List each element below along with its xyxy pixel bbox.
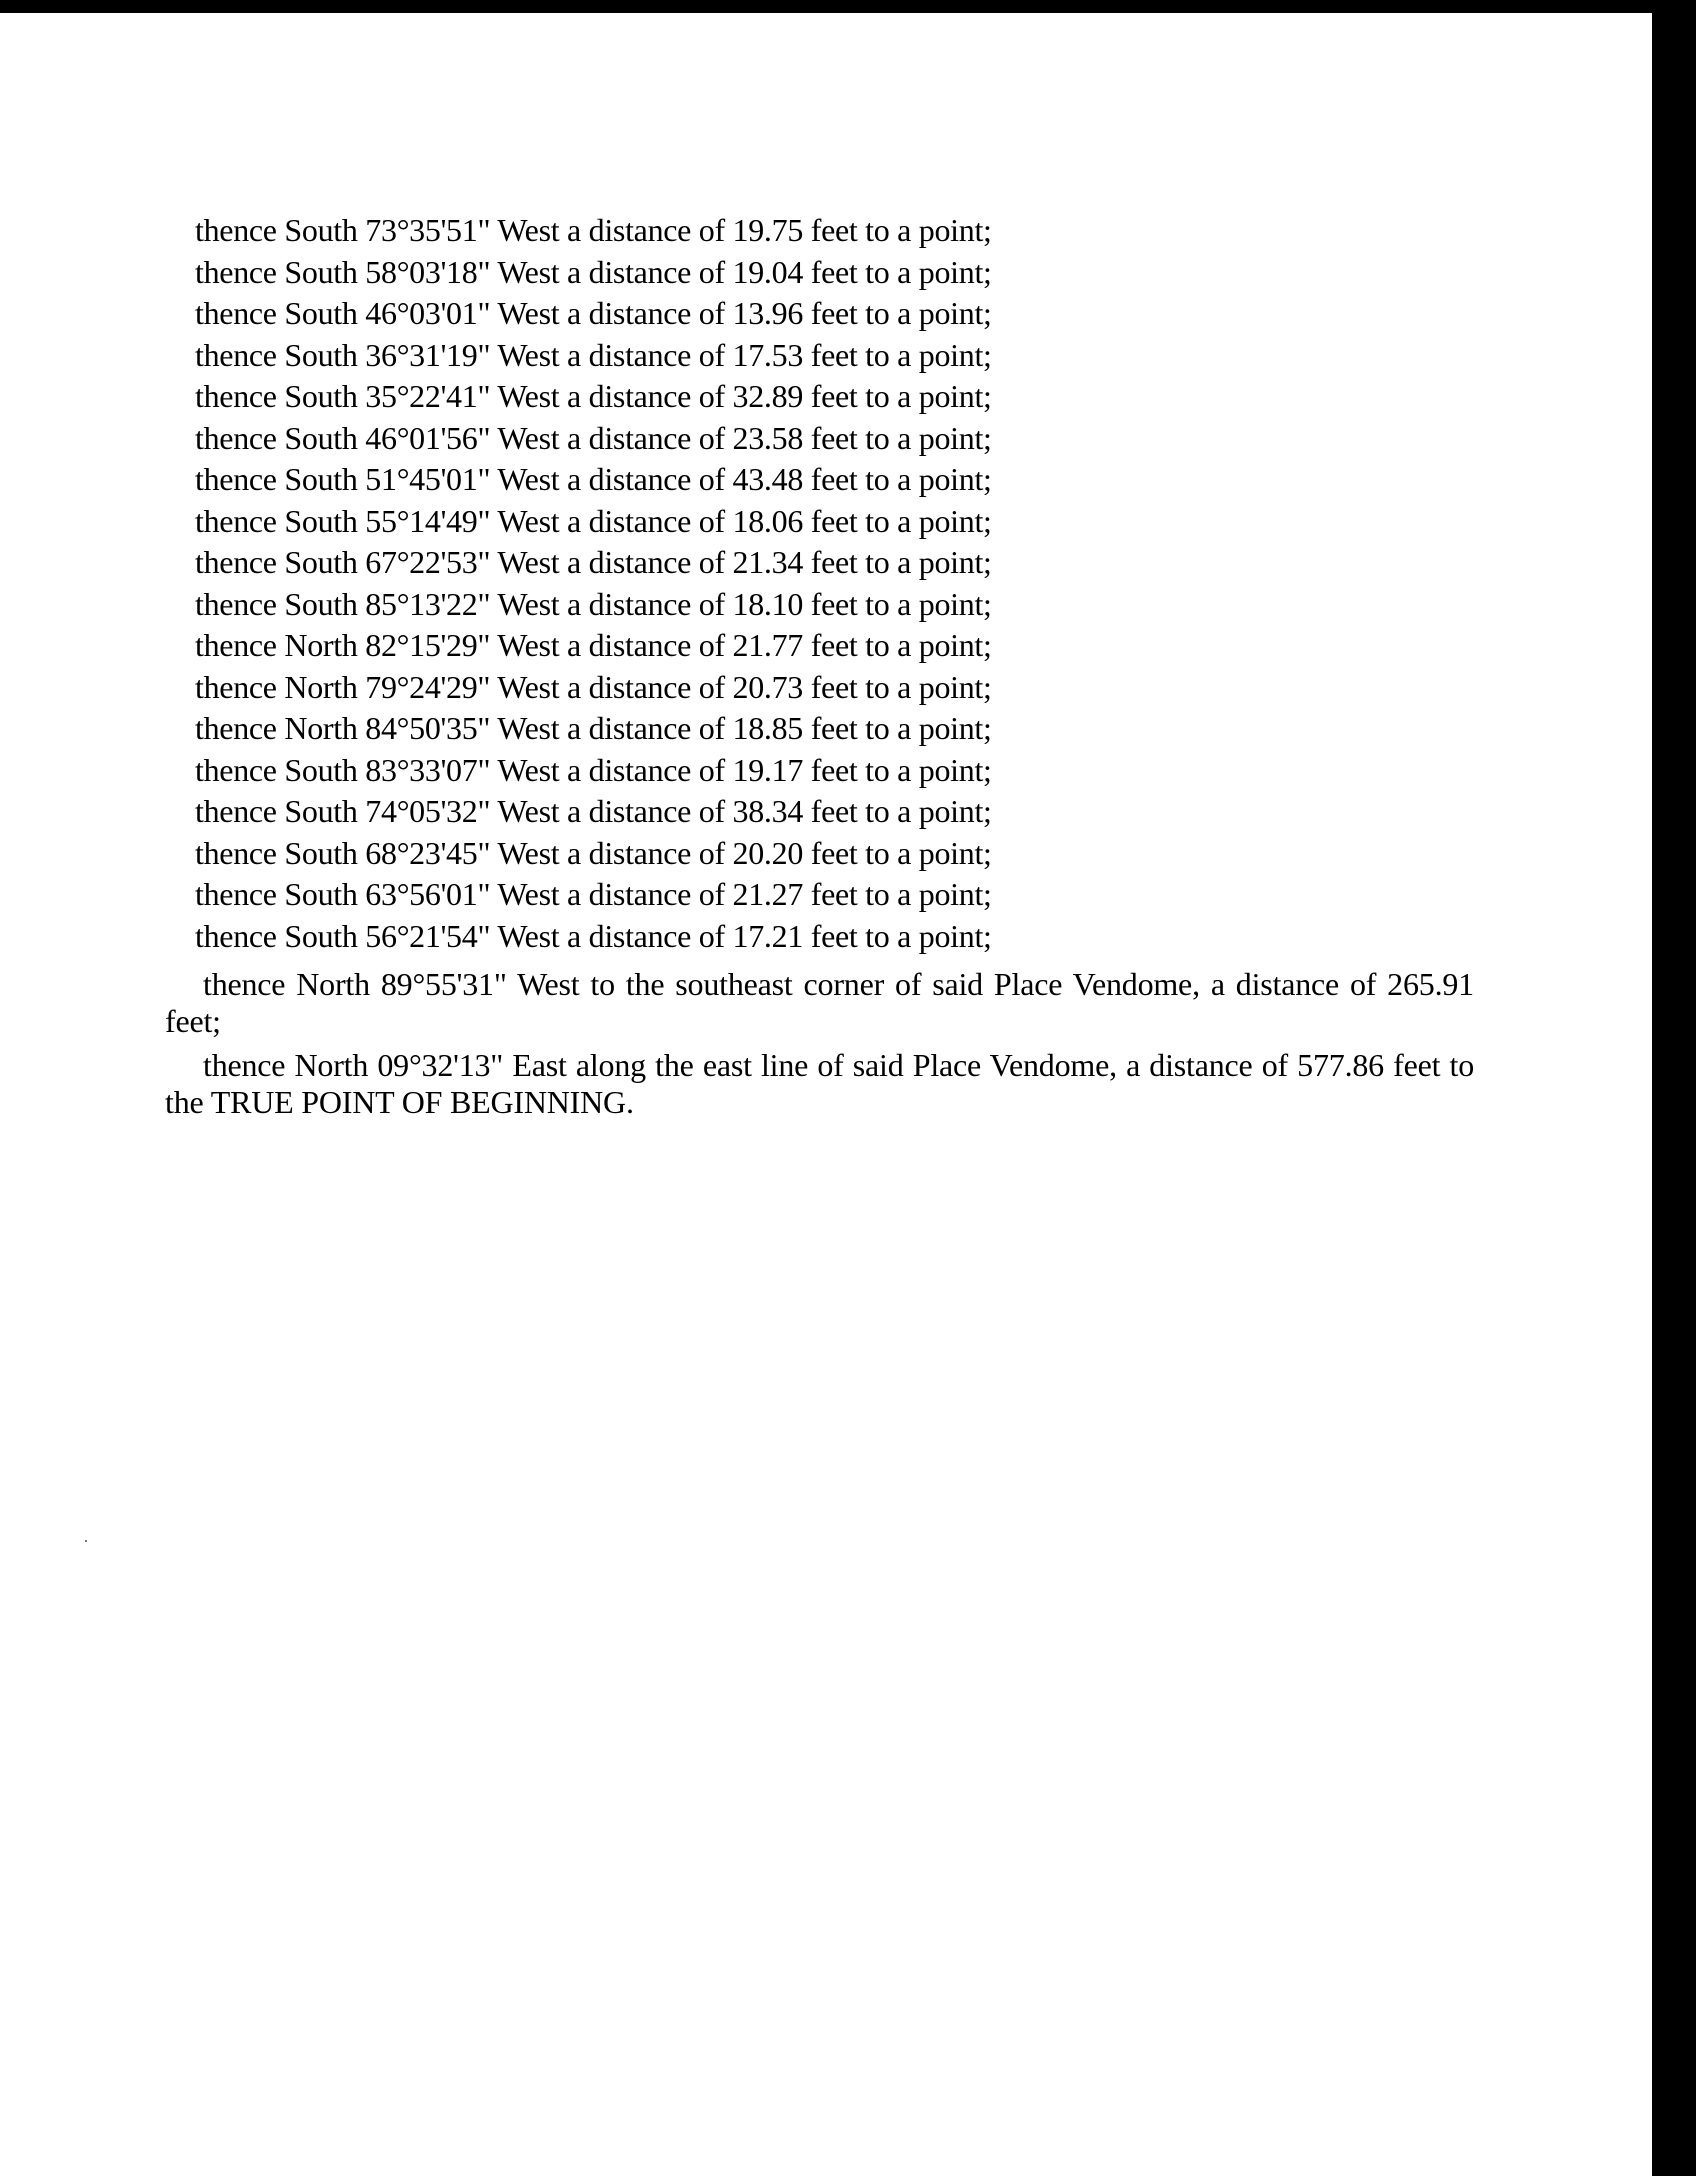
course-line: thence North 82°15'29" West a distance of 21.77 feet to a point; [195, 627, 992, 663]
course-line: thence South 46°03'01" West a distance of 13.96 feet to a point; [195, 295, 992, 331]
course-line: thence South 35°22'41" West a distance of 32.89 feet to a point; [195, 378, 992, 414]
course-line: thence South 67°22'53" West a distance of 21.34 feet to a point; [195, 544, 992, 580]
course-list [195, 210, 992, 957]
course-line: thence South 73°35'51" West a distance of 19.75 feet to a point; [195, 212, 992, 248]
course-line: thence South 56°21'54" West a distance of 17.21 feet to a point; [195, 917, 992, 954]
course-line: thence North 84°50'35" West a distance of 18.85 feet to a point; [195, 710, 992, 746]
course-line: thence South 63°56'01" West a distance of 21.27 feet to a point; [195, 876, 992, 912]
course-line: thence South 74°05'32" West a distance of 38.34 feet to a point; [195, 793, 992, 829]
course-line: thence North 79°24'29" West a distance of 20.73 feet to a point; [195, 668, 992, 705]
scan-right-border [1652, 0, 1696, 2176]
course-line: thence South 55°14'49" West a distance of 18.06 feet to a point; [195, 502, 992, 539]
course-line: thence South 83°33'07" West a distance of 19.17 feet to a point; [195, 751, 992, 788]
course-line: thence South 58°03'18" West a distance of 19.04 feet to a point; [195, 253, 992, 290]
course-line: thence South 36°31'19" West a distance of 17.53 feet to a point; [195, 336, 992, 373]
course-line: thence South 68°23'45" West a distance of 20.20 feet to a point; [195, 834, 992, 871]
closing-paragraph: thence North 09°32'13" East along the east line of said Place Vendome, a distance of 577.86 feet to the TRUE POINT OF BEGINNING. [165, 1047, 1474, 1120]
course-line: thence South 46°01'56" West a distance of 23.58 feet to a point; [195, 419, 992, 456]
scan-speck [85, 1540, 87, 1542]
course-line: thence South 85°13'22" West a distance of 18.10 feet to a point; [195, 585, 992, 622]
course-line: thence South 51°45'01" West a distance of 43.48 feet to a point; [195, 461, 992, 497]
closing-paragraph: thence North 89°55'31" West to the southeast corner of said Place Vendome, a distance of 265.91 feet; [165, 966, 1474, 1039]
